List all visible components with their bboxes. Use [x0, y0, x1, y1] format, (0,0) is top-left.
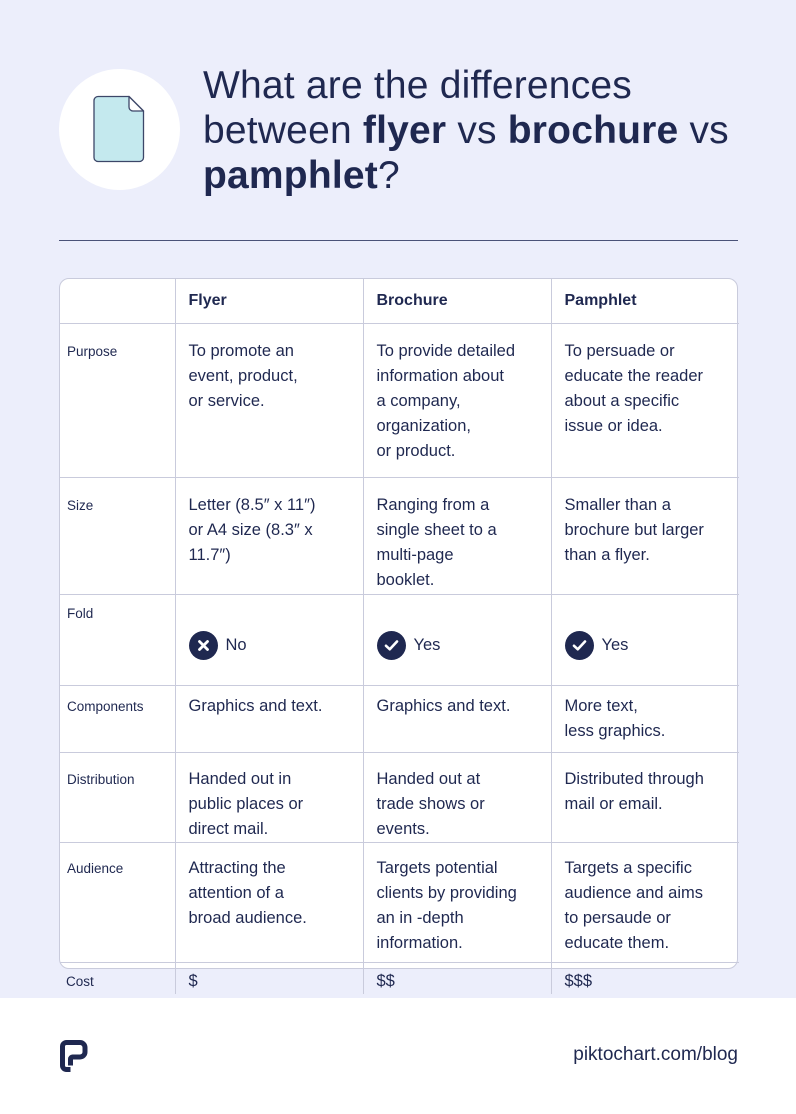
fold-value: Yes [413, 635, 441, 654]
row-label: Fold [60, 594, 175, 685]
table-row [60, 842, 739, 962]
table-row [60, 962, 739, 994]
table-cell [551, 594, 739, 685]
fold-value: No [225, 635, 247, 654]
table-cell: To promote an event, product, or service. [175, 323, 363, 477]
check-circle-icon [377, 631, 406, 660]
row-label: Size [60, 477, 175, 594]
table-row [60, 594, 739, 685]
table-cell: To provide detailed information about a company, organization, or product. [363, 323, 551, 477]
title-flyer: flyer [362, 109, 447, 152]
document-icon [93, 95, 145, 163]
title-text: ? [377, 154, 400, 197]
table-cell: Handed out at trade shows or events. [363, 752, 551, 842]
title-brochure: brochure [507, 109, 679, 152]
piktochart-logo-icon [59, 1040, 88, 1077]
table-cell: More text, less graphics. [551, 685, 739, 752]
icon-circle [59, 69, 180, 190]
title-pamphlet: pamphlet [203, 154, 378, 197]
table-cell: Ranging from a single sheet to a multi-page booklet. [363, 477, 551, 594]
table-cell: Graphics and text. [175, 685, 363, 752]
table-cell: Attracting the attention of a broad audience. [175, 842, 363, 962]
table-cell [363, 594, 551, 685]
comparison-table [59, 278, 738, 990]
table-cell: Letter (8.5″ x 11″) or A4 size (8.3″ x 11.7″) [175, 477, 363, 594]
title-text: vs [446, 109, 508, 152]
fold-value: Yes [601, 635, 629, 654]
table-cell: Targets potential clients by providing an in -depth information. [363, 842, 551, 962]
header-pamphlet: Pamphlet [551, 279, 739, 323]
footer-url: piktochart.com/blog [573, 1044, 738, 1065]
row-label: Audience [60, 842, 175, 962]
table-cell: Smaller than a brochure but larger than a flyer. [551, 477, 739, 594]
table-cell: Targets a specific audience and aims to persaude or educate them. [551, 842, 739, 962]
table-header-row [60, 279, 739, 323]
page-title [203, 63, 763, 198]
table-cell: $$$ [564, 971, 593, 990]
table-row [60, 752, 739, 842]
table-cell: To persuade or educate the reader about a specific issue or idea. [551, 323, 739, 477]
table-row [60, 685, 739, 752]
table-row [60, 477, 739, 594]
row-label: Components [60, 685, 175, 752]
table-cell: $ [175, 962, 363, 994]
table-cell: $$ [363, 962, 551, 994]
table-cell: Handed out in public places or direct mail. [175, 752, 363, 842]
header-flyer: Flyer [175, 279, 363, 323]
row-label: Purpose [60, 323, 175, 477]
header-empty [60, 279, 175, 323]
row-label: Cost [60, 962, 175, 994]
check-circle-icon [565, 631, 594, 660]
table-cell: Graphics and text. [363, 685, 551, 752]
row-label: Distribution [60, 752, 175, 842]
x-circle-icon [189, 631, 218, 660]
table-cell: Distributed through mail or email. [551, 752, 739, 842]
header-brochure: Brochure [363, 279, 551, 323]
title-text: What are the differences between [203, 64, 632, 152]
divider [59, 240, 738, 241]
table-row [60, 323, 739, 477]
table-cell [175, 594, 363, 685]
title-text: vs [678, 109, 729, 152]
